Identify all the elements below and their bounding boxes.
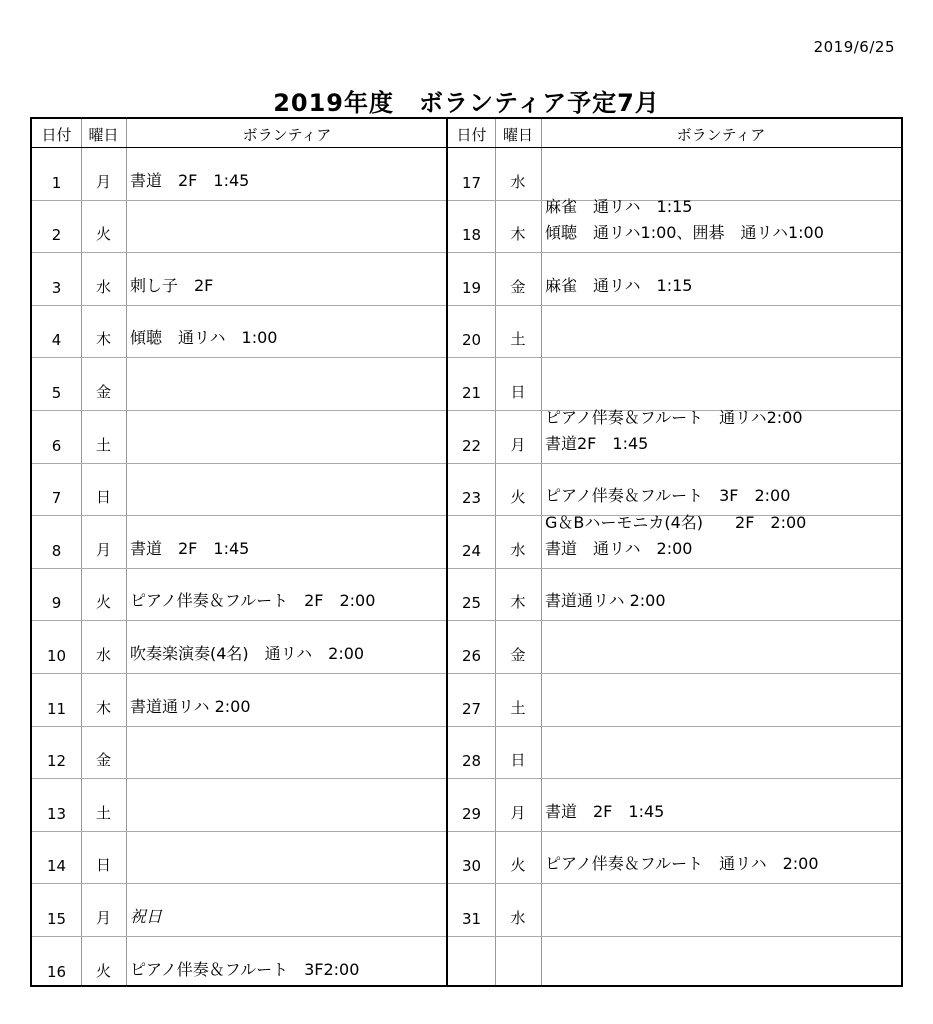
day-cell: 28 — [461, 752, 482, 771]
activity-line: ピアノ伴奏＆フルート 3F2:00 — [130, 959, 360, 979]
table-header — [32, 119, 446, 148]
table-row — [448, 726, 901, 780]
table-row — [448, 778, 901, 832]
day-cell: 26 — [461, 646, 482, 665]
day-cell: 5 — [51, 383, 62, 402]
day-cell: 17 — [461, 173, 482, 192]
day-cell: 16 — [46, 962, 67, 981]
weekday-cell: 日 — [95, 856, 111, 875]
table-row — [32, 463, 446, 517]
weekday-cell: 土 — [510, 330, 526, 349]
activity-line: 書道 2F 1:45 — [130, 538, 250, 558]
activity-line: 書道 通リハ 2:00 — [545, 538, 693, 558]
activity-cell — [130, 641, 364, 667]
activity-line: 祝日 — [130, 906, 163, 926]
weekday-cell: 金 — [510, 645, 526, 664]
activity-cell — [545, 510, 806, 562]
activity-line: 書道 2F 1:45 — [130, 170, 250, 190]
table-row — [448, 407, 901, 464]
table-row — [32, 936, 446, 989]
activity-line: 書道 2F 1:45 — [545, 801, 665, 821]
table-row — [448, 147, 901, 201]
activity-cell — [545, 405, 803, 457]
weekday-cell: 水 — [510, 908, 526, 927]
table-row — [32, 831, 446, 885]
table-row — [448, 673, 901, 727]
weekday-cell: 月 — [95, 172, 111, 191]
activity-cell — [130, 325, 277, 351]
table-row — [32, 673, 446, 727]
weekday-cell: 火 — [95, 593, 111, 612]
activity-line: 書道通リハ 2:00 — [545, 591, 666, 611]
day-cell: 24 — [461, 541, 482, 560]
header-weekday: 曜日 — [502, 126, 533, 144]
weekday-cell: 木 — [510, 593, 526, 612]
weekday-cell: 金 — [95, 382, 111, 401]
table-row — [448, 357, 901, 411]
weekday-cell: 月 — [95, 908, 111, 927]
weekday-cell: 土 — [510, 698, 526, 717]
activity-line: ピアノ伴奏＆フルート 通リハ2:00 — [545, 407, 803, 427]
activity-line: G＆Bハーモニカ(4名) 2F 2:00 — [545, 512, 807, 532]
table-row — [32, 410, 446, 464]
weekday-cell: 月 — [510, 803, 526, 822]
schedule-table — [30, 117, 903, 987]
activity-cell — [545, 851, 819, 877]
table-row — [448, 197, 901, 254]
header-day: 日付 — [41, 126, 72, 144]
day-cell: 8 — [51, 541, 62, 560]
weekday-cell: 土 — [95, 435, 111, 454]
weekday-cell: 金 — [95, 751, 111, 770]
activity-cell — [130, 957, 359, 983]
day-cell: 10 — [46, 646, 67, 665]
table-row — [448, 620, 901, 674]
weekday-cell: 木 — [95, 698, 111, 717]
day-cell: 1 — [51, 173, 62, 192]
table-row — [448, 252, 901, 306]
day-cell: 6 — [51, 436, 62, 455]
header-day: 日付 — [456, 126, 487, 144]
table-row — [448, 568, 901, 622]
activity-cell — [545, 588, 666, 614]
weekday-cell: 火 — [510, 856, 526, 875]
table-row — [448, 831, 901, 885]
weekday-cell: 火 — [95, 225, 111, 244]
weekday-cell: 水 — [95, 645, 111, 664]
table-row — [32, 200, 446, 254]
weekday-cell: 木 — [510, 225, 526, 244]
table-row — [448, 883, 901, 937]
schedule-right-half — [448, 119, 901, 985]
activity-cell — [545, 799, 664, 825]
day-cell: 30 — [461, 857, 482, 876]
day-cell: 11 — [46, 699, 67, 718]
activity-line: 刺し子 2F — [130, 275, 214, 295]
activity-line: 麻雀 通リハ 1:15 — [545, 275, 693, 295]
activity-cell — [130, 536, 249, 562]
day-cell: 22 — [461, 436, 482, 455]
weekday-cell: 日 — [510, 751, 526, 770]
activity-cell — [545, 194, 824, 246]
day-cell: 23 — [461, 489, 482, 508]
table-row — [448, 512, 901, 569]
day-cell: 7 — [51, 489, 62, 508]
day-cell: 3 — [51, 278, 62, 297]
weekday-cell: 月 — [510, 435, 526, 454]
day-cell: 20 — [461, 331, 482, 350]
header-activity: ボランティア — [676, 126, 766, 144]
table-row — [32, 147, 446, 201]
day-cell: 19 — [461, 278, 482, 297]
day-cell: 18 — [461, 226, 482, 245]
header-activity: ボランティア — [242, 126, 332, 144]
activity-line: 書道通リハ 2:00 — [130, 696, 251, 716]
table-row — [32, 778, 446, 832]
table-row — [32, 252, 446, 306]
activity-line: 吹奏楽演奏(4名) 通リハ 2:00 — [130, 643, 365, 663]
day-cell: 13 — [46, 804, 67, 823]
activity-line: 傾聴 通リハ 1:00 — [130, 328, 278, 348]
table-row — [32, 883, 446, 937]
weekday-cell: 火 — [95, 961, 111, 980]
document-title: 2019年度 ボランティア予定7月 — [273, 89, 660, 117]
weekday-cell: 金 — [510, 277, 526, 296]
schedule-left-half — [32, 119, 448, 985]
day-cell: 25 — [461, 594, 482, 613]
activity-cell — [130, 168, 249, 194]
day-cell: 15 — [46, 909, 67, 928]
day-cell: 12 — [46, 752, 67, 771]
day-cell: 21 — [461, 383, 482, 402]
activity-cell — [130, 904, 162, 930]
activity-cell — [130, 694, 251, 720]
activity-line: 書道2F 1:45 — [545, 433, 649, 453]
activity-cell — [130, 588, 375, 614]
table-row — [448, 463, 901, 517]
day-cell: 4 — [51, 331, 62, 350]
weekday-cell: 日 — [95, 488, 111, 507]
day-cell: 14 — [46, 857, 67, 876]
weekday-cell: 水 — [95, 277, 111, 296]
weekday-cell: 木 — [95, 330, 111, 349]
activity-cell — [130, 273, 213, 299]
day-cell: 2 — [51, 226, 62, 245]
table-row — [32, 620, 446, 674]
activity-line: ピアノ伴奏＆フルート 通リハ 2:00 — [545, 854, 819, 874]
weekday-cell: 月 — [95, 540, 111, 559]
table-header — [448, 119, 901, 148]
day-cell: 29 — [461, 804, 482, 823]
table-row — [32, 357, 446, 411]
table-row — [32, 515, 446, 569]
weekday-cell: 水 — [510, 172, 526, 191]
table-row — [32, 305, 446, 359]
activity-cell — [545, 273, 692, 299]
activity-line: ピアノ伴奏＆フルート 3F 2:00 — [545, 486, 791, 506]
day-cell: 9 — [51, 594, 62, 613]
header-weekday: 曜日 — [88, 126, 119, 144]
table-row — [448, 936, 901, 989]
weekday-cell: 火 — [510, 488, 526, 507]
activity-cell — [545, 483, 790, 509]
activity-line: 傾聴 通リハ1:00、囲碁 通リハ1:00 — [545, 223, 824, 243]
day-cell: 27 — [461, 699, 482, 718]
table-row — [32, 726, 446, 780]
activity-line: ピアノ伴奏＆フルート 2F 2:00 — [130, 591, 376, 611]
table-row — [448, 305, 901, 359]
table-row — [32, 568, 446, 622]
activity-line: 麻雀 通リハ 1:15 — [545, 197, 693, 217]
day-cell: 31 — [461, 909, 482, 928]
weekday-cell: 水 — [510, 540, 526, 559]
weekday-cell: 土 — [95, 803, 111, 822]
weekday-cell: 日 — [510, 382, 526, 401]
document-date: 2019/6/25 — [813, 38, 895, 56]
